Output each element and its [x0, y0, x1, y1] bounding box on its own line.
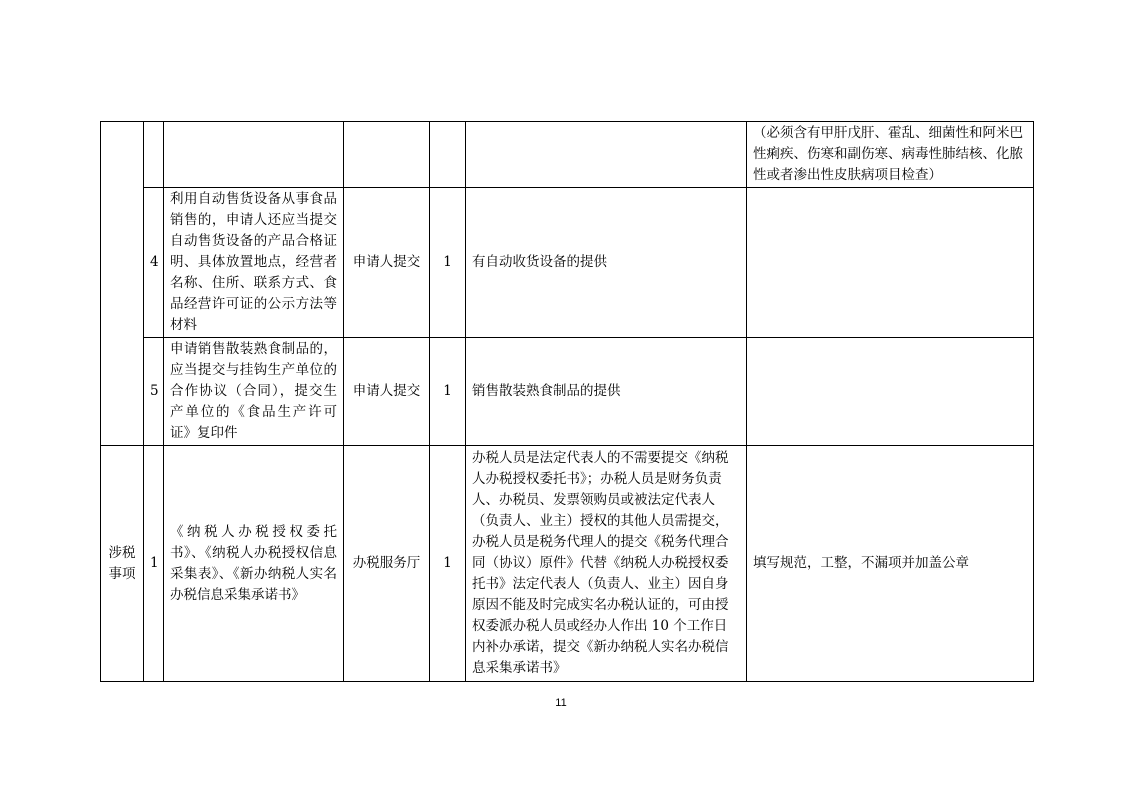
quantity-cell: 1: [430, 338, 466, 446]
source-cell: 申请人提交: [344, 338, 430, 446]
material-cell: 利用自动售货设备从事食品销售的，申请人还应当提交自动售货设备的产品合格证明、具体放置地点，经营者名称、住所、联系方式、食品经营许可证的公示方法等材料: [164, 188, 344, 338]
source-cell: 办税服务厅: [344, 446, 430, 682]
table-row: [101, 446, 1034, 682]
quantity-cell: [430, 122, 466, 188]
note-cell: 有自动收货设备的提供: [466, 188, 747, 338]
note-cell: [466, 122, 747, 188]
material-cell: [164, 122, 344, 188]
requirement-cell: [747, 338, 1034, 446]
requirement-cell: 填写规范，工整，不漏项并加盖公章: [747, 446, 1034, 682]
table-row: [101, 338, 1034, 446]
note-cell: 办税人员是法定代表人的不需要提交《纳税人办税授权委托书》；办税人员是财务负责人、办税员、发票领购员或被法定代表人（负责人、业主）授权的其他人员需提交，办税人员是税务代理人的提交《税务代理合同（协议）原件》代替《纳税人办税授权委托书》法定代表人（负责人、业主）因自身原因不能及时完成实名办税认证的，可由授权委派办税人员或经办人作出 10 个工作日内补办承诺，提交《新办纳税人实名办税信息采集承诺书》: [466, 446, 747, 682]
source-cell: 申请人提交: [344, 188, 430, 338]
category-cell: 涉税事项: [101, 446, 144, 682]
page-number: 11: [555, 697, 567, 709]
row-number: 5: [144, 338, 164, 446]
row-number: 1: [144, 446, 164, 682]
quantity-cell: 1: [430, 446, 466, 682]
material-cell: 申请销售散装熟食制品的，应当提交与挂钩生产单位的合作协议（合同），提交生产单位的《食品生产许可证》复印件: [164, 338, 344, 446]
category-cell: [101, 122, 144, 446]
table-row: [101, 122, 1034, 188]
material-cell: 《纳税人办税授权委托书》、《纳税人办税授权信息采集表》、《新办纳税人实名办税信息采集承诺书》: [164, 446, 344, 682]
source-cell: [344, 122, 430, 188]
note-cell: 销售散装熟食制品的提供: [466, 338, 747, 446]
row-number: [144, 122, 164, 188]
quantity-cell: 1: [430, 188, 466, 338]
requirement-cell: [747, 188, 1034, 338]
requirement-cell: （必须含有甲肝戊肝、霍乱、细菌性和阿米巴性痢疾、伤寒和副伤寒、病毒性肺结核、化脓性或者渗出性皮肤病项目检查）: [747, 122, 1034, 188]
materials-table: [100, 121, 1034, 682]
table-row: [101, 188, 1034, 338]
row-number: 4: [144, 188, 164, 338]
